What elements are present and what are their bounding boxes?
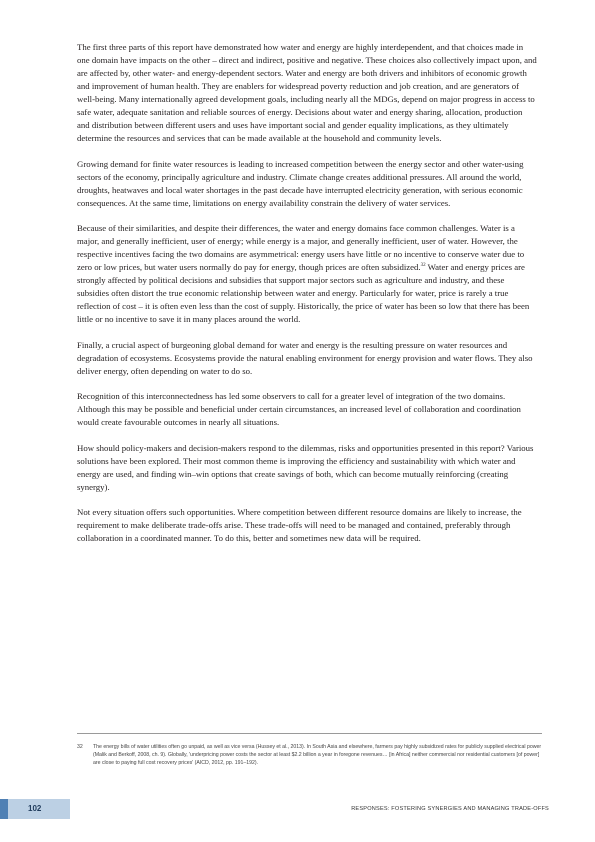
paragraph-policy-response: How should policy-makers and decision-makers respond to the dilemmas, risks and opportunities presented in this report? Various solutions have been explored. Their most common theme is improving the efficiency and sustainability with which water and energy are used, and finding win–win options that create savings of both, which can become mutually reinforcing (creating synergy). (77, 442, 534, 492)
footnote-number: 32 (77, 744, 83, 750)
running-head: RESPONSES: FOSTERING SYNERGIES AND MANAGING TRADE-OFFS (351, 806, 549, 812)
page-tab-accent (0, 799, 8, 819)
paragraph-similarities (77, 222, 537, 326)
paragraph-ecosystems: Finally, a crucial aspect of burgeoning global demand for water and energy is the resulting pressure on water resources and degradation of ecosystems. Ecosystems provide the natural enabling environment for energy provision and water flows. They also deliver energy, often depending on water to do so. (77, 339, 533, 376)
similarities-text-before: Because of their similarities, and despite their differences, the water and energy domains face common challenges. Water is a major, and generally inefficient, user of energy; while energy is a major, and generally inefficient, user of water. However, the respective incentives facing the two domains are asymmetrical: energy users have little or no incentive to conserve water due to zero or low prices, but water users normally do pay for energy, though prices are often subsidized. (77, 223, 525, 272)
page-number: 102 (28, 804, 42, 813)
footnote-reference[interactable]: 32 (420, 263, 426, 269)
similarities-text-after: Water and energy prices are strongly affected by political decisions and subsidies that support major sectors such as agriculture and industry, and these subsidies often distort the true economic relationship between water and energy. Particularly for water, price is rarely a true reflection of cost – it is often even less than the cost of supply. Historically, the price of water has been so low that there has been little or no incentive to save it in many places around the world. (77, 262, 530, 324)
paragraph-trade-offs: Not every situation offers such opportunities. Where competition between different resource domains are likely to increase, the requirement to make deliberate trade-offs arise. These trade-offs will need to be managed and contained, preferably through collaboration in a coordinated manner. To do this, better and sometimes new data will be required. (77, 507, 522, 543)
footnote (77, 743, 542, 768)
paragraph-recognition: Recognition of this interconnectedness has led some observers to call for a greater level of integration of the two domains. Although this may be possible and beneficial under certain circumstances, an increased level of collaboration and coordination would create favourable outcomes in nearly all situations. (77, 391, 521, 427)
paragraph-growing-demand: Growing demand for finite water resources is leading to increased competition between the energy sector and other water-using sectors of the economy, principally agriculture and industry. Climate change creates additional pressures. All around the world, droughts, heatwaves and local water shortages in the past decade have interrupted electricity generation, with serious economic consequences. At the same time, limitations on energy availability constrain the delivery of water services. (77, 158, 524, 208)
body-text (77, 41, 537, 558)
footnote-text: The energy bills of water utilities often go unpaid, as well as vice versa (Hussey et al., 2013). In South Asia and elsewhere, farmers pay highly subsidized rates for publicly supplied electrical power (Malik and Berkoff, 2008, ch. 9). Globally, 'underpricing power costs the sector at least $2.2 billion a year in foregone revenues… [in Africa] neither commercial nor residential customers [of power] are close to paying full cost recovery prices' (AICD, 2012, pp. 191–192). (93, 744, 542, 767)
footnote-divider (77, 733, 542, 734)
paragraph-interdependence: The first three parts of this report have demonstrated how water and energy are highly interdependent, and that choices made in one domain have impacts on the other – direct and indirect, positive and negative. These choices also collectively impact upon, and are affected by, other water- and energy-dependent sectors. Water and energy are both drivers and inhibitors of economic growth and improvement of human health. They are enablers for widespread poverty reduction and job creation, and are generators of well-being. Many internationally agreed development goals, including nearly all the MDGs, depend on major progress in access to safe water, adequate sanitation and reliable sources of energy. Decisions about water and energy sharing, allocation, production and distribution between different users and uses have important social and gender equality implications, as they ultimately determine the resources and services that can be made available at the household and community levels. (77, 42, 537, 143)
